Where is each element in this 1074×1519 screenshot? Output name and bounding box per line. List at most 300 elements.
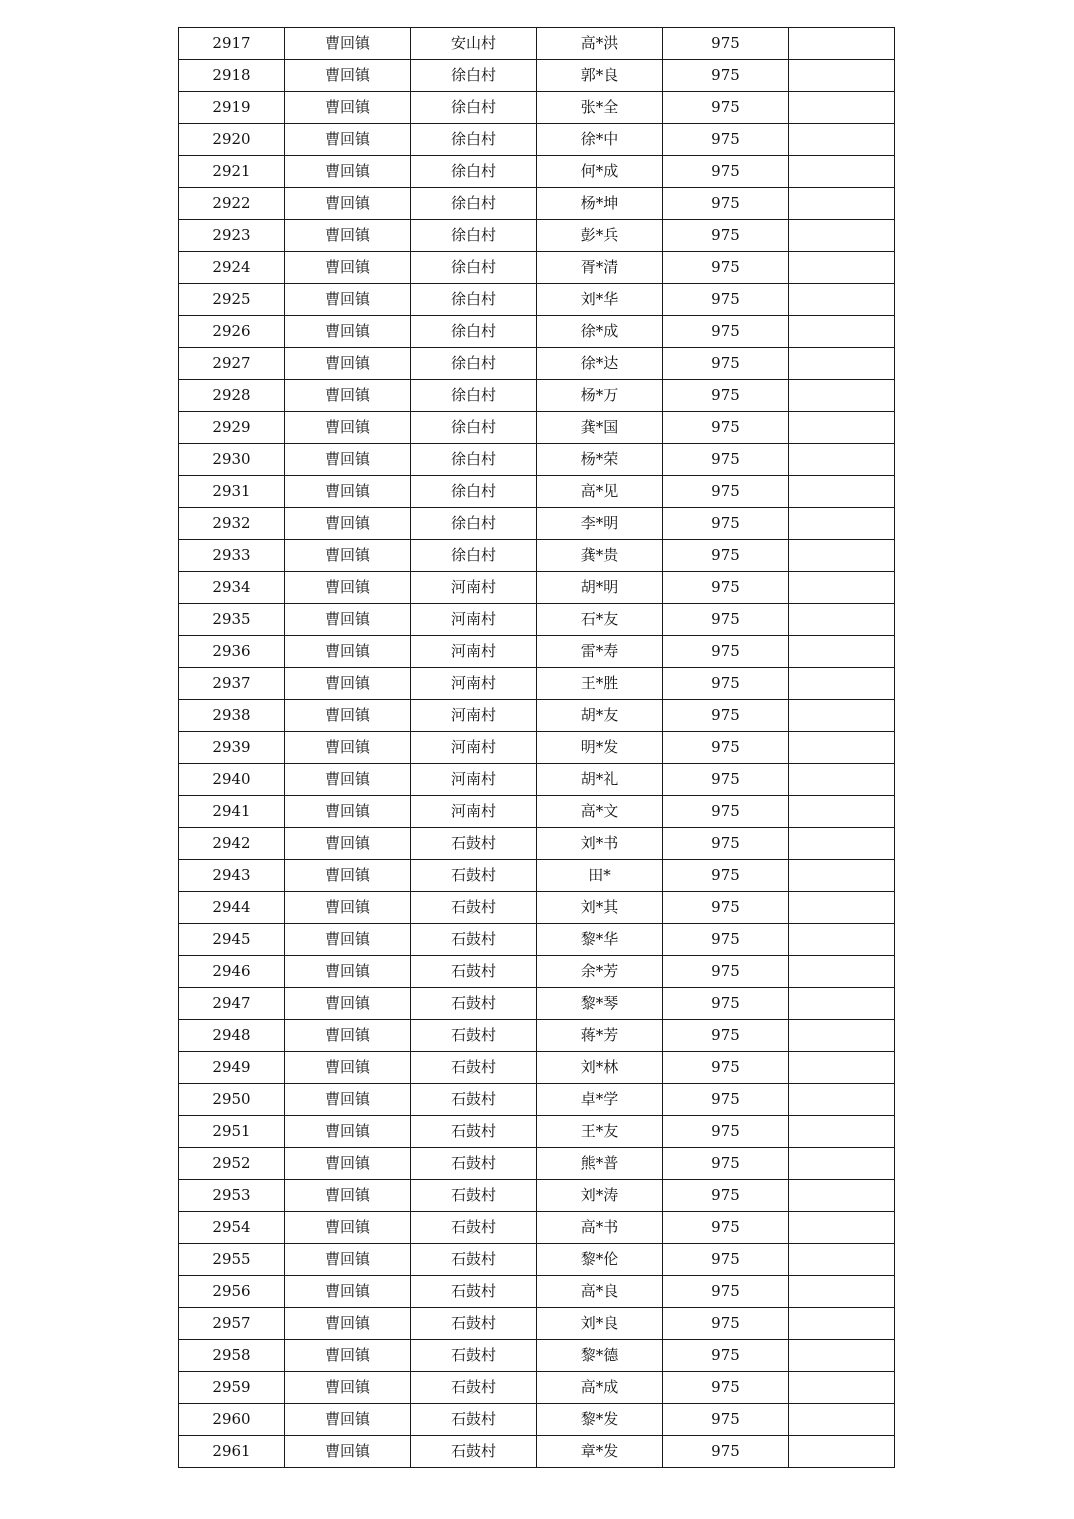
amount-cell: 975 bbox=[663, 1212, 789, 1244]
village-cell: 石鼓村 bbox=[411, 1436, 537, 1468]
town-cell: 曹回镇 bbox=[285, 1052, 411, 1084]
table-row bbox=[179, 860, 895, 892]
town-cell: 曹回镇 bbox=[285, 796, 411, 828]
note-cell bbox=[789, 636, 895, 668]
note-cell bbox=[789, 1148, 895, 1180]
town-cell: 曹回镇 bbox=[285, 1148, 411, 1180]
village-cell: 徐白村 bbox=[411, 380, 537, 412]
amount-cell: 975 bbox=[663, 1084, 789, 1116]
name-cell: 王*友 bbox=[537, 1116, 663, 1148]
table-row bbox=[179, 892, 895, 924]
serial-number-cell: 2920 bbox=[179, 124, 285, 156]
village-cell: 石鼓村 bbox=[411, 860, 537, 892]
table-row bbox=[179, 1404, 895, 1436]
note-cell bbox=[789, 508, 895, 540]
table-row bbox=[179, 188, 895, 220]
village-cell: 河南村 bbox=[411, 636, 537, 668]
serial-number-cell: 2947 bbox=[179, 988, 285, 1020]
town-cell: 曹回镇 bbox=[285, 316, 411, 348]
note-cell bbox=[789, 348, 895, 380]
note-cell bbox=[789, 1020, 895, 1052]
name-cell: 高*见 bbox=[537, 476, 663, 508]
name-cell: 黎*德 bbox=[537, 1340, 663, 1372]
name-cell: 高*良 bbox=[537, 1276, 663, 1308]
note-cell bbox=[789, 1340, 895, 1372]
note-cell bbox=[789, 1084, 895, 1116]
serial-number-cell: 2954 bbox=[179, 1212, 285, 1244]
amount-cell: 975 bbox=[663, 892, 789, 924]
village-cell: 徐白村 bbox=[411, 348, 537, 380]
note-cell bbox=[789, 956, 895, 988]
village-cell: 徐白村 bbox=[411, 444, 537, 476]
serial-number-cell: 2957 bbox=[179, 1308, 285, 1340]
amount-cell: 975 bbox=[663, 1148, 789, 1180]
table-row bbox=[179, 1276, 895, 1308]
village-cell: 石鼓村 bbox=[411, 1372, 537, 1404]
village-cell: 徐白村 bbox=[411, 220, 537, 252]
village-cell: 石鼓村 bbox=[411, 892, 537, 924]
name-cell: 蒋*芳 bbox=[537, 1020, 663, 1052]
note-cell bbox=[789, 1276, 895, 1308]
note-cell bbox=[789, 1244, 895, 1276]
serial-number-cell: 2938 bbox=[179, 700, 285, 732]
note-cell bbox=[789, 828, 895, 860]
name-cell: 章*发 bbox=[537, 1436, 663, 1468]
amount-cell: 975 bbox=[663, 508, 789, 540]
serial-number-cell: 2935 bbox=[179, 604, 285, 636]
table-row bbox=[179, 636, 895, 668]
town-cell: 曹回镇 bbox=[285, 892, 411, 924]
amount-cell: 975 bbox=[663, 412, 789, 444]
serial-number-cell: 2933 bbox=[179, 540, 285, 572]
name-cell: 熊*普 bbox=[537, 1148, 663, 1180]
serial-number-cell: 2924 bbox=[179, 252, 285, 284]
amount-cell: 975 bbox=[663, 1020, 789, 1052]
table-row bbox=[179, 572, 895, 604]
table-row bbox=[179, 1340, 895, 1372]
table-row bbox=[179, 28, 895, 60]
town-cell: 曹回镇 bbox=[285, 60, 411, 92]
village-cell: 石鼓村 bbox=[411, 1180, 537, 1212]
table-row bbox=[179, 1084, 895, 1116]
name-cell: 卓*学 bbox=[537, 1084, 663, 1116]
amount-cell: 975 bbox=[663, 668, 789, 700]
table-row bbox=[179, 796, 895, 828]
note-cell bbox=[789, 1052, 895, 1084]
note-cell bbox=[789, 220, 895, 252]
amount-cell: 975 bbox=[663, 476, 789, 508]
serial-number-cell: 2941 bbox=[179, 796, 285, 828]
name-cell: 高*成 bbox=[537, 1372, 663, 1404]
town-cell: 曹回镇 bbox=[285, 1212, 411, 1244]
town-cell: 曹回镇 bbox=[285, 924, 411, 956]
village-cell: 徐白村 bbox=[411, 60, 537, 92]
village-cell: 石鼓村 bbox=[411, 1308, 537, 1340]
amount-cell: 975 bbox=[663, 1340, 789, 1372]
amount-cell: 975 bbox=[663, 700, 789, 732]
amount-cell: 975 bbox=[663, 284, 789, 316]
amount-cell: 975 bbox=[663, 764, 789, 796]
name-cell: 龚*国 bbox=[537, 412, 663, 444]
name-cell: 郭*良 bbox=[537, 60, 663, 92]
serial-number-cell: 2934 bbox=[179, 572, 285, 604]
village-cell: 徐白村 bbox=[411, 92, 537, 124]
name-cell: 高*洪 bbox=[537, 28, 663, 60]
serial-number-cell: 2921 bbox=[179, 156, 285, 188]
serial-number-cell: 2942 bbox=[179, 828, 285, 860]
amount-cell: 975 bbox=[663, 1372, 789, 1404]
village-cell: 石鼓村 bbox=[411, 1244, 537, 1276]
town-cell: 曹回镇 bbox=[285, 252, 411, 284]
serial-number-cell: 2932 bbox=[179, 508, 285, 540]
village-cell: 河南村 bbox=[411, 700, 537, 732]
town-cell: 曹回镇 bbox=[285, 1276, 411, 1308]
table-row bbox=[179, 1180, 895, 1212]
village-cell: 河南村 bbox=[411, 604, 537, 636]
village-cell: 河南村 bbox=[411, 572, 537, 604]
village-cell: 石鼓村 bbox=[411, 1340, 537, 1372]
town-cell: 曹回镇 bbox=[285, 508, 411, 540]
village-cell: 徐白村 bbox=[411, 252, 537, 284]
serial-number-cell: 2919 bbox=[179, 92, 285, 124]
amount-cell: 975 bbox=[663, 924, 789, 956]
town-cell: 曹回镇 bbox=[285, 604, 411, 636]
name-cell: 胥*清 bbox=[537, 252, 663, 284]
village-cell: 石鼓村 bbox=[411, 828, 537, 860]
town-cell: 曹回镇 bbox=[285, 860, 411, 892]
village-cell: 河南村 bbox=[411, 732, 537, 764]
name-cell: 刘*涛 bbox=[537, 1180, 663, 1212]
serial-number-cell: 2953 bbox=[179, 1180, 285, 1212]
town-cell: 曹回镇 bbox=[285, 956, 411, 988]
note-cell bbox=[789, 1212, 895, 1244]
serial-number-cell: 2940 bbox=[179, 764, 285, 796]
name-cell: 龚*贵 bbox=[537, 540, 663, 572]
note-cell bbox=[789, 412, 895, 444]
amount-cell: 975 bbox=[663, 124, 789, 156]
amount-cell: 975 bbox=[663, 156, 789, 188]
note-cell bbox=[789, 1436, 895, 1468]
village-cell: 徐白村 bbox=[411, 284, 537, 316]
note-cell bbox=[789, 380, 895, 412]
note-cell bbox=[789, 252, 895, 284]
town-cell: 曹回镇 bbox=[285, 636, 411, 668]
serial-number-cell: 2943 bbox=[179, 860, 285, 892]
village-cell: 徐白村 bbox=[411, 476, 537, 508]
village-cell: 石鼓村 bbox=[411, 1084, 537, 1116]
town-cell: 曹回镇 bbox=[285, 1084, 411, 1116]
name-cell: 高*文 bbox=[537, 796, 663, 828]
note-cell bbox=[789, 732, 895, 764]
town-cell: 曹回镇 bbox=[285, 1244, 411, 1276]
town-cell: 曹回镇 bbox=[285, 1372, 411, 1404]
amount-cell: 975 bbox=[663, 348, 789, 380]
note-cell bbox=[789, 924, 895, 956]
note-cell bbox=[789, 892, 895, 924]
serial-number-cell: 2948 bbox=[179, 1020, 285, 1052]
name-cell: 胡*明 bbox=[537, 572, 663, 604]
village-cell: 石鼓村 bbox=[411, 1148, 537, 1180]
serial-number-cell: 2929 bbox=[179, 412, 285, 444]
village-cell: 石鼓村 bbox=[411, 1020, 537, 1052]
note-cell bbox=[789, 156, 895, 188]
table-row bbox=[179, 988, 895, 1020]
town-cell: 曹回镇 bbox=[285, 188, 411, 220]
name-cell: 刘*华 bbox=[537, 284, 663, 316]
village-cell: 河南村 bbox=[411, 796, 537, 828]
amount-cell: 975 bbox=[663, 188, 789, 220]
amount-cell: 975 bbox=[663, 252, 789, 284]
table-row bbox=[179, 1436, 895, 1468]
town-cell: 曹回镇 bbox=[285, 572, 411, 604]
note-cell bbox=[789, 316, 895, 348]
village-cell: 石鼓村 bbox=[411, 1212, 537, 1244]
name-cell: 黎*伦 bbox=[537, 1244, 663, 1276]
note-cell bbox=[789, 28, 895, 60]
note-cell bbox=[789, 604, 895, 636]
serial-number-cell: 2936 bbox=[179, 636, 285, 668]
town-cell: 曹回镇 bbox=[285, 1116, 411, 1148]
note-cell bbox=[789, 92, 895, 124]
amount-cell: 975 bbox=[663, 604, 789, 636]
village-cell: 徐白村 bbox=[411, 508, 537, 540]
amount-cell: 975 bbox=[663, 1276, 789, 1308]
table-row bbox=[179, 828, 895, 860]
name-cell: 李*明 bbox=[537, 508, 663, 540]
town-cell: 曹回镇 bbox=[285, 380, 411, 412]
serial-number-cell: 2945 bbox=[179, 924, 285, 956]
village-cell: 石鼓村 bbox=[411, 1276, 537, 1308]
table-row bbox=[179, 124, 895, 156]
name-cell: 杨*荣 bbox=[537, 444, 663, 476]
amount-cell: 975 bbox=[663, 636, 789, 668]
amount-cell: 975 bbox=[663, 1116, 789, 1148]
serial-number-cell: 2961 bbox=[179, 1436, 285, 1468]
amount-cell: 975 bbox=[663, 1244, 789, 1276]
name-cell: 刘*书 bbox=[537, 828, 663, 860]
name-cell: 王*胜 bbox=[537, 668, 663, 700]
serial-number-cell: 2952 bbox=[179, 1148, 285, 1180]
town-cell: 曹回镇 bbox=[285, 284, 411, 316]
serial-number-cell: 2951 bbox=[179, 1116, 285, 1148]
table-row bbox=[179, 380, 895, 412]
amount-cell: 975 bbox=[663, 316, 789, 348]
table-row bbox=[179, 540, 895, 572]
note-cell bbox=[789, 668, 895, 700]
table-row bbox=[179, 444, 895, 476]
note-cell bbox=[789, 124, 895, 156]
town-cell: 曹回镇 bbox=[285, 1180, 411, 1212]
town-cell: 曹回镇 bbox=[285, 1308, 411, 1340]
note-cell bbox=[789, 60, 895, 92]
name-cell: 高*书 bbox=[537, 1212, 663, 1244]
serial-number-cell: 2918 bbox=[179, 60, 285, 92]
table-row bbox=[179, 348, 895, 380]
serial-number-cell: 2946 bbox=[179, 956, 285, 988]
amount-cell: 975 bbox=[663, 1308, 789, 1340]
name-cell: 徐*达 bbox=[537, 348, 663, 380]
amount-cell: 975 bbox=[663, 220, 789, 252]
note-cell bbox=[789, 188, 895, 220]
serial-number-cell: 2931 bbox=[179, 476, 285, 508]
village-cell: 石鼓村 bbox=[411, 1404, 537, 1436]
name-cell: 胡*礼 bbox=[537, 764, 663, 796]
amount-cell: 975 bbox=[663, 1404, 789, 1436]
table-row bbox=[179, 1372, 895, 1404]
name-cell: 刘*林 bbox=[537, 1052, 663, 1084]
table-row bbox=[179, 1308, 895, 1340]
town-cell: 曹回镇 bbox=[285, 988, 411, 1020]
village-cell: 河南村 bbox=[411, 668, 537, 700]
note-cell bbox=[789, 860, 895, 892]
town-cell: 曹回镇 bbox=[285, 732, 411, 764]
name-cell: 田* bbox=[537, 860, 663, 892]
town-cell: 曹回镇 bbox=[285, 668, 411, 700]
town-cell: 曹回镇 bbox=[285, 412, 411, 444]
village-cell: 徐白村 bbox=[411, 124, 537, 156]
serial-number-cell: 2949 bbox=[179, 1052, 285, 1084]
town-cell: 曹回镇 bbox=[285, 1340, 411, 1372]
village-cell: 徐白村 bbox=[411, 156, 537, 188]
table-row bbox=[179, 92, 895, 124]
village-cell: 徐白村 bbox=[411, 316, 537, 348]
amount-cell: 975 bbox=[663, 540, 789, 572]
table-row bbox=[179, 508, 895, 540]
note-cell bbox=[789, 1180, 895, 1212]
name-cell: 徐*中 bbox=[537, 124, 663, 156]
town-cell: 曹回镇 bbox=[285, 348, 411, 380]
village-cell: 徐白村 bbox=[411, 540, 537, 572]
serial-number-cell: 2944 bbox=[179, 892, 285, 924]
amount-cell: 975 bbox=[663, 92, 789, 124]
name-cell: 胡*友 bbox=[537, 700, 663, 732]
note-cell bbox=[789, 540, 895, 572]
table-row bbox=[179, 1148, 895, 1180]
table-row bbox=[179, 1244, 895, 1276]
name-cell: 何*成 bbox=[537, 156, 663, 188]
town-cell: 曹回镇 bbox=[285, 1020, 411, 1052]
amount-cell: 975 bbox=[663, 60, 789, 92]
table-row bbox=[179, 1020, 895, 1052]
note-cell bbox=[789, 764, 895, 796]
table-row bbox=[179, 764, 895, 796]
serial-number-cell: 2928 bbox=[179, 380, 285, 412]
amount-cell: 975 bbox=[663, 1180, 789, 1212]
amount-cell: 975 bbox=[663, 860, 789, 892]
name-cell: 黎*华 bbox=[537, 924, 663, 956]
amount-cell: 975 bbox=[663, 1052, 789, 1084]
amount-cell: 975 bbox=[663, 956, 789, 988]
village-cell: 石鼓村 bbox=[411, 956, 537, 988]
village-cell: 石鼓村 bbox=[411, 1052, 537, 1084]
table-row bbox=[179, 412, 895, 444]
name-cell: 雷*寿 bbox=[537, 636, 663, 668]
table-row bbox=[179, 476, 895, 508]
name-cell: 刘*其 bbox=[537, 892, 663, 924]
amount-cell: 975 bbox=[663, 28, 789, 60]
amount-cell: 975 bbox=[663, 988, 789, 1020]
town-cell: 曹回镇 bbox=[285, 700, 411, 732]
note-cell bbox=[789, 1372, 895, 1404]
amount-cell: 975 bbox=[663, 444, 789, 476]
town-cell: 曹回镇 bbox=[285, 92, 411, 124]
table-row bbox=[179, 252, 895, 284]
table-row bbox=[179, 668, 895, 700]
town-cell: 曹回镇 bbox=[285, 28, 411, 60]
town-cell: 曹回镇 bbox=[285, 220, 411, 252]
amount-cell: 975 bbox=[663, 380, 789, 412]
village-cell: 河南村 bbox=[411, 764, 537, 796]
note-cell bbox=[789, 476, 895, 508]
serial-number-cell: 2958 bbox=[179, 1340, 285, 1372]
serial-number-cell: 2960 bbox=[179, 1404, 285, 1436]
name-cell: 彭*兵 bbox=[537, 220, 663, 252]
serial-number-cell: 2937 bbox=[179, 668, 285, 700]
town-cell: 曹回镇 bbox=[285, 828, 411, 860]
name-cell: 石*友 bbox=[537, 604, 663, 636]
note-cell bbox=[789, 988, 895, 1020]
serial-number-cell: 2926 bbox=[179, 316, 285, 348]
town-cell: 曹回镇 bbox=[285, 476, 411, 508]
table-row bbox=[179, 1212, 895, 1244]
serial-number-cell: 2959 bbox=[179, 1372, 285, 1404]
table-row bbox=[179, 1116, 895, 1148]
name-cell: 张*全 bbox=[537, 92, 663, 124]
note-cell bbox=[789, 284, 895, 316]
serial-number-cell: 2930 bbox=[179, 444, 285, 476]
name-cell: 明*发 bbox=[537, 732, 663, 764]
serial-number-cell: 2917 bbox=[179, 28, 285, 60]
table-row bbox=[179, 60, 895, 92]
note-cell bbox=[789, 1116, 895, 1148]
table-row bbox=[179, 604, 895, 636]
name-cell: 杨*万 bbox=[537, 380, 663, 412]
serial-number-cell: 2923 bbox=[179, 220, 285, 252]
note-cell bbox=[789, 1404, 895, 1436]
note-cell bbox=[789, 444, 895, 476]
amount-cell: 975 bbox=[663, 732, 789, 764]
serial-number-cell: 2939 bbox=[179, 732, 285, 764]
village-cell: 石鼓村 bbox=[411, 924, 537, 956]
town-cell: 曹回镇 bbox=[285, 764, 411, 796]
name-cell: 黎*发 bbox=[537, 1404, 663, 1436]
note-cell bbox=[789, 796, 895, 828]
table-row bbox=[179, 316, 895, 348]
table-body bbox=[179, 28, 895, 1468]
table-row bbox=[179, 220, 895, 252]
subsidy-list-table bbox=[178, 27, 895, 1468]
name-cell: 黎*琴 bbox=[537, 988, 663, 1020]
amount-cell: 975 bbox=[663, 828, 789, 860]
village-cell: 徐白村 bbox=[411, 412, 537, 444]
town-cell: 曹回镇 bbox=[285, 1436, 411, 1468]
serial-number-cell: 2956 bbox=[179, 1276, 285, 1308]
note-cell bbox=[789, 1308, 895, 1340]
serial-number-cell: 2955 bbox=[179, 1244, 285, 1276]
table-row bbox=[179, 1052, 895, 1084]
amount-cell: 975 bbox=[663, 796, 789, 828]
town-cell: 曹回镇 bbox=[285, 124, 411, 156]
amount-cell: 975 bbox=[663, 1436, 789, 1468]
name-cell: 余*芳 bbox=[537, 956, 663, 988]
serial-number-cell: 2927 bbox=[179, 348, 285, 380]
table-row bbox=[179, 732, 895, 764]
amount-cell: 975 bbox=[663, 572, 789, 604]
table-row bbox=[179, 284, 895, 316]
note-cell bbox=[789, 700, 895, 732]
serial-number-cell: 2925 bbox=[179, 284, 285, 316]
town-cell: 曹回镇 bbox=[285, 1404, 411, 1436]
